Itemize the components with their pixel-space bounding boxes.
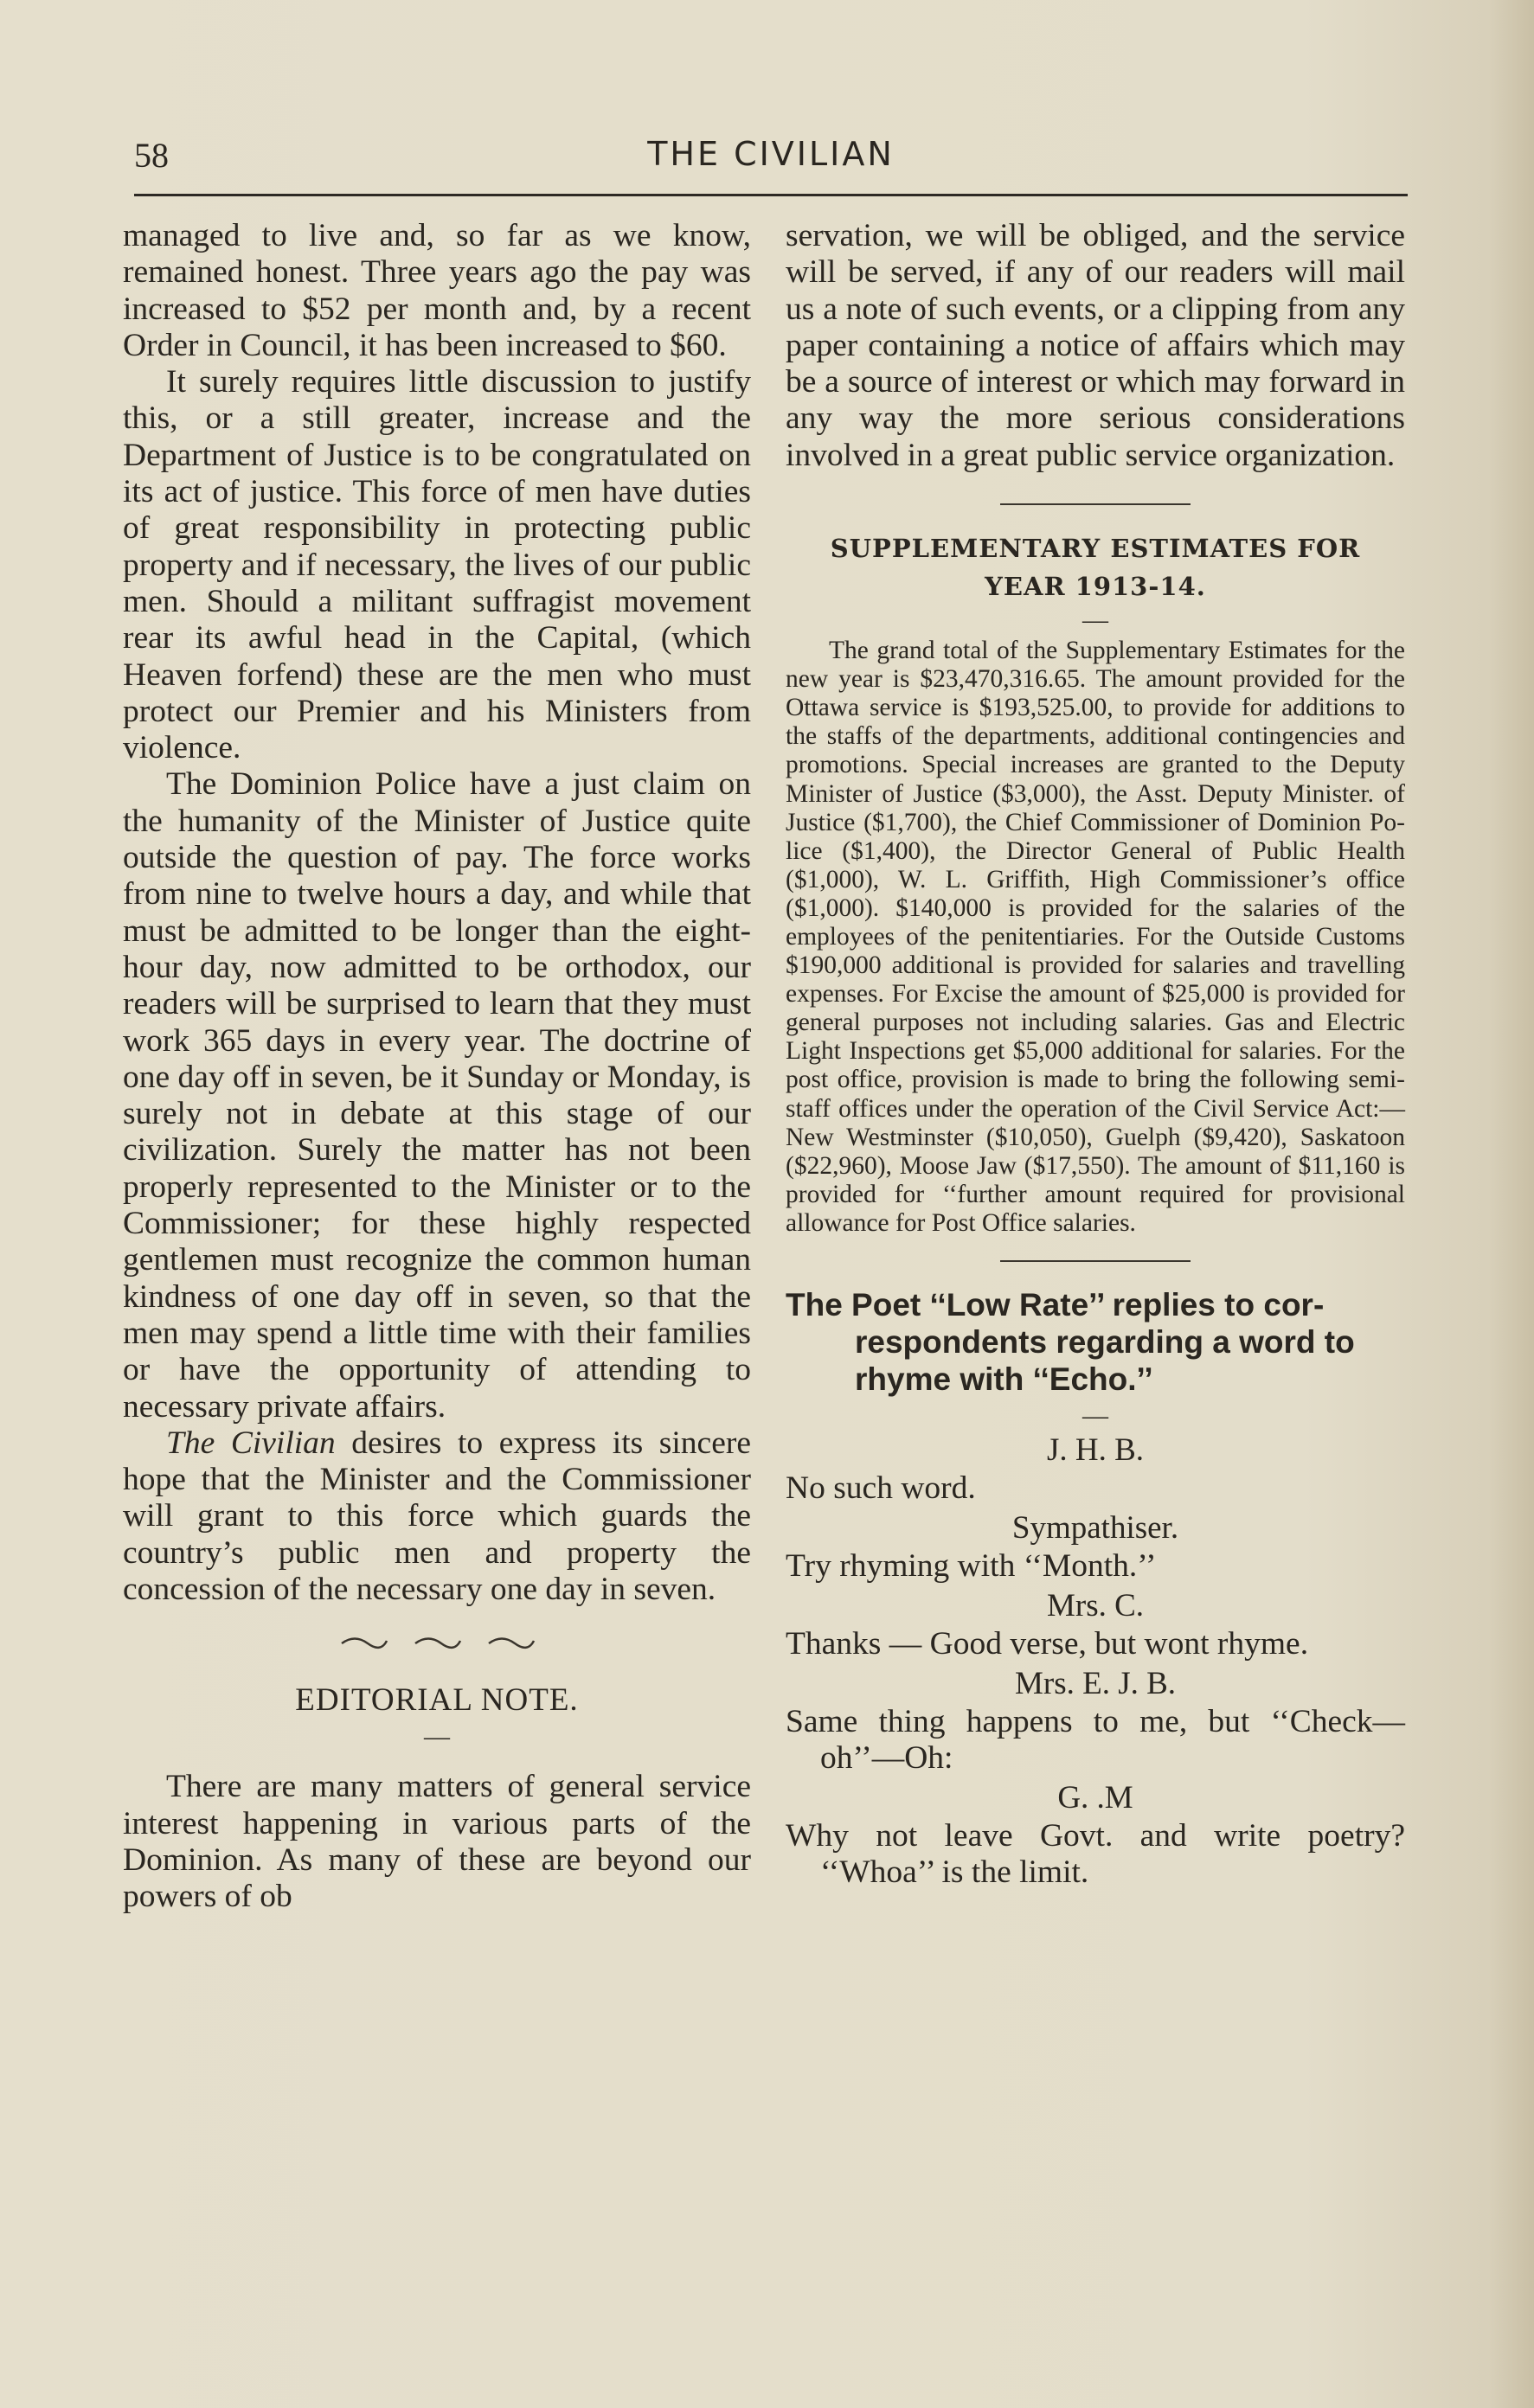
editorial-note-heading: EDITORIAL NOTE. — [295, 1682, 579, 1719]
section-rule — [1000, 503, 1191, 505]
ornament-divider — [123, 1630, 751, 1664]
estimates-heading-line1: SUPPLEMENTARY ESTIMATES FOR — [830, 534, 1361, 564]
reply-text: Why not leave Govt. and write poetry? ‘‘Whoa’’ is the limit. — [786, 1818, 1405, 1891]
reply-text: No such word. — [786, 1470, 976, 1507]
letters-list — [786, 1431, 1405, 1891]
reply-text: Try rhyming with ‘‘Month.’’ — [786, 1548, 1157, 1585]
heading-dash: — — [424, 1722, 450, 1752]
paragraph: It surely requires little discussion to justify this, or a still greater, increase and the Department of Justice is to be congratulated on its act of justice. This force of men have duties of great responsibility in protecting public property and if necessary, the lives of our public men. Should a militant suffragist movement rear its awful head in the Capital, (which Heaven forfend) these are the men who must protect our Premier and his Ministers from violence. — [123, 364, 751, 766]
page-number: 58 — [134, 136, 169, 175]
reply-text: Thanks — Good verse, but wont rhyme. — [786, 1626, 1309, 1662]
list-item — [786, 1431, 1405, 1507]
correspondent-name: G. .M — [1057, 1780, 1133, 1816]
estimates-heading — [786, 529, 1405, 605]
estimates-heading-line2: YEAR 1913-14. — [985, 572, 1206, 602]
running-title: THE CIVILIAN — [647, 135, 895, 173]
paragraph: There are many matters of general service interest happening in various parts of the Dominion. As many of these are beyond our powers of ob — [123, 1769, 751, 1915]
list-item — [786, 1586, 1405, 1662]
paragraph: servation, we will be obliged, and the service will be served, if any of our readers will mail us a note of such events, or a clipping from any paper containing a notice of affairs which may be a source of interest or which may forward in any way the more serious considerations involved in a great public service organization. — [786, 218, 1405, 473]
correspondent-name: J. H. B. — [1046, 1432, 1145, 1469]
list-item — [786, 1664, 1405, 1777]
closing-paragraph — [123, 1425, 751, 1608]
left-column — [123, 218, 751, 1915]
reply-text: Same thing happens to me, but ‘‘Check—oh’’—Oh: — [786, 1704, 1405, 1777]
heading-dash: — — [1082, 605, 1108, 635]
paragraph: The Dominion Police have a just claim on the humanity of the Minister of Justice quite outside the question of pay. The force works from nine to twelve hours a day, and while that must be admitted to be longer than the eight-hour day, now admitted to be orthodox, our readers will be surprised to learn that they must work 365 days in every year. The doctrine of one day off in seven, be it Sunday or Monday, is surely not in debate at this stage of our civilization. Surely the matter has not been properly represented to the Minister or to the Commissioner; for these highly respected gentlemen must recognize the common human kindness of one day off in seven, so that the men may spend a little time with their families or have the opportunity of attending to necessary private affairs. — [123, 766, 751, 1425]
header-rule — [134, 194, 1408, 196]
section-rule — [1000, 1260, 1191, 1262]
page-header — [134, 130, 1408, 182]
closing-paragraph-text: desires to express its sincere hope that the Minister and the Commissioner will grant to this force which guards the country’s public men and property the concession of the necessary one day in seven. — [123, 1425, 751, 1607]
right-column — [786, 218, 1405, 1892]
list-item — [786, 1778, 1405, 1891]
paragraph: managed to live and, so far as we know, remained honest. Three years ago the pay was increased to $52 per month and, by a recent Order in Council, it has been increased to $60. — [123, 218, 751, 363]
ornament-icon — [333, 1630, 541, 1656]
poet-heading: The Poet ‘‘Low Rate’’ replies to correspondents regarding a word to rhyme with ‘‘Echo.’’ — [786, 1287, 1355, 1398]
heading-dash: — — [1082, 1401, 1108, 1431]
list-item — [786, 1508, 1405, 1585]
correspondent-name: Mrs. E. J. B. — [1014, 1666, 1177, 1702]
correspondent-name: Mrs. C. — [1046, 1588, 1145, 1624]
estimates-text: The grand total of the Supplementary Estimates for the new year is $23,470,316.65. The amount provided for the Ottawa service is $193,525.00, to provide for additions to the staffs of the departments, additional contingencies and promotions. Special increases are granted to the Deputy Minister of Justice ($3,000), the Asst. Deputy Minister. of Justice ($1,700), the Chief Commissioner of Dominion Police ($1,400), the Director General of Public Health ($1,000), W. L. Griffith, High Commissioner’s office ($1,000). $140,000 is provided for the salaries of the employees of the penitentiaries. For the Outside Customs $190,000 additional is provided for salaries and travelling expenses. For Excise the amount of $25,000 is provided for general purposes not including salaries. Gas and Electric Light Inspections get $5,000 additional for salaries. For the post office, provision is made to bring the following semi-staff offices under the operation of the Civil Service Act:—New Westminster ($10,050), Guelph ($9,420), Saskatoon ($22,960), Moose Jaw ($17,550). The amount of $11,160 is provided for ‘‘further amount required for provisional allowance for Post Office salaries. — [786, 637, 1405, 1237]
correspondent-name: Sympathiser. — [1011, 1510, 1179, 1547]
publication-name: The Civilian — [166, 1425, 336, 1461]
